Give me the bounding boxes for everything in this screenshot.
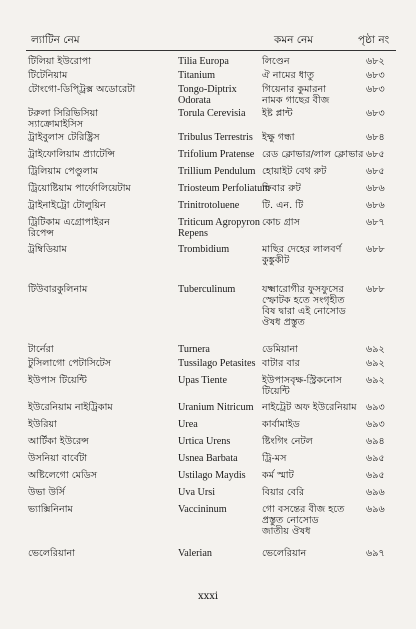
table-row	[0, 149, 416, 166]
table-row	[0, 56, 416, 70]
page-number-cell: ৬৮৬	[366, 200, 385, 211]
latin-name: Upas Tiente	[178, 375, 227, 386]
page-number-cell: ৬৯৭	[366, 548, 385, 559]
table-row	[0, 453, 416, 470]
table-row	[0, 375, 416, 402]
page-number: xxxi	[197, 591, 219, 602]
table-row	[0, 166, 416, 183]
bengali-name: ট্রাইফোলিয়াম প্র্যাটেন্সি	[28, 149, 116, 160]
page-number-cell: ৬৮৬	[366, 183, 385, 194]
common-name: রেড ক্লোভার/লাল ক্লোভার	[262, 149, 364, 160]
bengali-name: ইউরেনিয়াম নাইট্রিকাম	[28, 402, 113, 413]
table-row	[0, 548, 416, 566]
table-row	[0, 344, 416, 358]
common-name: ষ্টিংগিং নেটল	[262, 436, 313, 447]
common-name: যক্ষ্মারোগীর ফুসফুসের স্ফোটক হতে সংগৃহীত বিষ দ্বারা এই নোসোড ঔষধ প্রস্তুত	[262, 284, 346, 328]
bengali-name: ইউপাস টিয়েন্টি	[28, 375, 87, 386]
header-common-name: কমন নেম	[274, 34, 314, 46]
header-page-no: পৃষ্ঠা নং	[358, 34, 390, 46]
bengali-name: টিউবারকুলিনাম	[28, 284, 88, 295]
table-row	[0, 470, 416, 487]
common-name: গিয়েনার কুমারনা নামক গাছের বীজ	[262, 84, 330, 106]
table-row	[0, 284, 416, 344]
page-number-cell: ৬৮২	[366, 56, 385, 67]
page-number-cell: ৬৮৭	[366, 217, 385, 228]
latin-name: Trombidium	[178, 244, 230, 255]
common-name: কার্বামাইড	[262, 419, 300, 430]
common-name: কোচ গ্রাস	[262, 217, 300, 228]
table-row	[0, 217, 416, 244]
latin-name: Trinitrotoluene	[178, 200, 240, 211]
page-number-cell: ৬৯২	[366, 375, 385, 386]
table-row	[0, 358, 416, 375]
latin-name: Turnera	[178, 344, 210, 355]
page-number-cell: ৬৮৫	[366, 166, 385, 177]
common-name: ইষ্ট প্লান্ট	[262, 108, 293, 119]
bengali-name: টার্নেরা	[28, 344, 54, 355]
bengali-name: ভেলেরিয়ানা	[28, 548, 76, 559]
common-name: মাছির দেহের লালবর্ণ কুঙ্কুকীট	[262, 244, 342, 266]
table-row	[0, 487, 416, 504]
latin-name: Vaccininum	[178, 504, 227, 515]
latin-name: Tilia Europa	[178, 56, 229, 67]
common-name: ঐ নামের ধাতু	[262, 70, 315, 81]
common-name: ডেমিয়ানা	[262, 344, 298, 355]
latin-name: Usnea Barbata	[178, 453, 238, 464]
common-name: টি. এন. টি	[262, 200, 304, 211]
table-header	[0, 33, 416, 51]
bengali-name: উভা উর্সি	[28, 487, 66, 498]
header-bengali-name: ল্যাটিন নেম	[31, 34, 80, 46]
latin-name: Valerian	[178, 548, 212, 559]
common-name: বাটার বার	[262, 358, 300, 369]
latin-name: Urtica Urens	[178, 436, 231, 447]
latin-name: Trillium Pendulum	[178, 166, 256, 177]
page-number-cell: ৬৮৩	[366, 84, 385, 95]
common-name: হোয়াইট বেথ রুট	[262, 166, 327, 177]
index-table	[0, 56, 416, 566]
page-number-cell: ৬৯৪	[366, 436, 385, 447]
page-number-cell: ৬৯২	[366, 344, 385, 355]
common-name: ইক্ষু গন্ধা	[262, 132, 295, 143]
page-number-cell: ৬৮৩	[366, 108, 385, 119]
latin-name: Uranium Nitricum	[178, 402, 254, 413]
page-number-cell: ৬৯৬	[366, 487, 385, 498]
latin-name: Uva Ursi	[178, 487, 216, 498]
common-name: ফিবার রুট	[262, 183, 301, 194]
latin-name: Urea	[178, 419, 198, 430]
table-row	[0, 84, 416, 108]
bengali-name: টুসিলাগো পেটাসিটেস	[28, 358, 112, 369]
page-number-cell: ৬৮৫	[366, 149, 385, 160]
common-name: ইউপাসবৃক্ষ-স্ট্রিকনোস টিয়েন্টি	[262, 375, 342, 397]
bengali-name: টিলিয়া ইউরোপা	[28, 56, 92, 67]
bengali-name: টিটেনিয়াম	[28, 70, 68, 81]
page-number-cell: ৬৯৩	[366, 402, 385, 413]
bengali-name: টরুলা সিরিভিসিয়া স্যাক্রোমাইসিস	[28, 108, 99, 130]
page-number-cell: ৬৯২	[366, 358, 385, 369]
table-row	[0, 419, 416, 436]
header-divider	[26, 50, 396, 51]
bengali-name: ভ্যাক্সিনিনাম	[28, 504, 73, 515]
bengali-name: ট্রিয়োষ্টিয়াম পার্ফোলিয়েটাম	[28, 183, 131, 194]
bengali-name: ইউরিয়া	[28, 419, 57, 430]
table-row	[0, 504, 416, 548]
latin-name: Triosteum Perfoliatum	[178, 183, 271, 194]
latin-name: Triticum Agropyron Repens	[178, 217, 260, 239]
latin-name: Tuberculinum	[178, 284, 236, 295]
bengali-name: উসনিয়া বার্বেটা	[28, 453, 88, 464]
table-row	[0, 108, 416, 132]
bengali-name: অষ্টিলেগো মেডিস	[28, 470, 98, 481]
latin-name: Tussilago Petasites	[178, 358, 256, 369]
common-name: লিণ্ডেন	[262, 56, 290, 67]
latin-name: Ustilago Maydis	[178, 470, 246, 481]
bengali-name: টোংগো-ডিপ্ট্রিক্স অডোরেটা	[28, 84, 136, 95]
latin-name: Trifolium Pratense	[178, 149, 255, 160]
common-name: গো বসন্তের বীজ হতে প্রস্তুত নোসোড জাতীয় ঔষধ	[262, 504, 345, 537]
table-row	[0, 436, 416, 453]
latin-name: Torula Cerevisia	[178, 108, 246, 119]
bengali-name: ট্রাইনাইট্রো টোলুয়িন	[28, 200, 106, 211]
page-number-cell: ৬৮৩	[366, 70, 385, 81]
bengali-name: ট্রম্বিডিয়াম	[28, 244, 67, 255]
common-name: কর্ম স্মাট	[262, 470, 294, 481]
table-row	[0, 183, 416, 200]
common-name: বিয়ার বেরি	[262, 487, 305, 498]
latin-name: Tribulus Terrestris	[178, 132, 253, 143]
common-name: নাইট্রেট অফ ইউরেনিয়াম	[262, 402, 357, 413]
common-name: ভেলেরিয়ান	[262, 548, 307, 559]
page-number-cell: ৬৯৩	[366, 419, 385, 430]
table-row	[0, 244, 416, 284]
table-row	[0, 200, 416, 217]
table-row	[0, 402, 416, 419]
common-name: ট্রি-মস	[262, 453, 287, 464]
page-number-cell: ৬৯৬	[366, 504, 385, 515]
bengali-name: আর্টিকা ইউরেন্স	[28, 436, 89, 447]
bengali-name: ট্রাইবুলাস টেরিষ্ট্রিস	[28, 132, 100, 143]
bengali-name: ট্রিলিয়াম পেণ্ডুলাম	[28, 166, 99, 177]
page-number-cell: ৬৮৪	[366, 132, 385, 143]
page-number-cell: ৬৮৮	[366, 284, 385, 295]
table-row	[0, 132, 416, 149]
latin-name: Titanium	[178, 70, 215, 81]
page-number-cell: ৬৯৫	[366, 453, 385, 464]
bengali-name: ট্রিটিকাম এগ্রোপাইরন রিপেন্স	[28, 217, 110, 239]
page-number-cell: ৬৮৮	[366, 244, 385, 255]
latin-name: Tongo-Diptrix Odorata	[178, 84, 237, 106]
table-row	[0, 70, 416, 84]
page-number-cell: ৬৯৫	[366, 470, 385, 481]
